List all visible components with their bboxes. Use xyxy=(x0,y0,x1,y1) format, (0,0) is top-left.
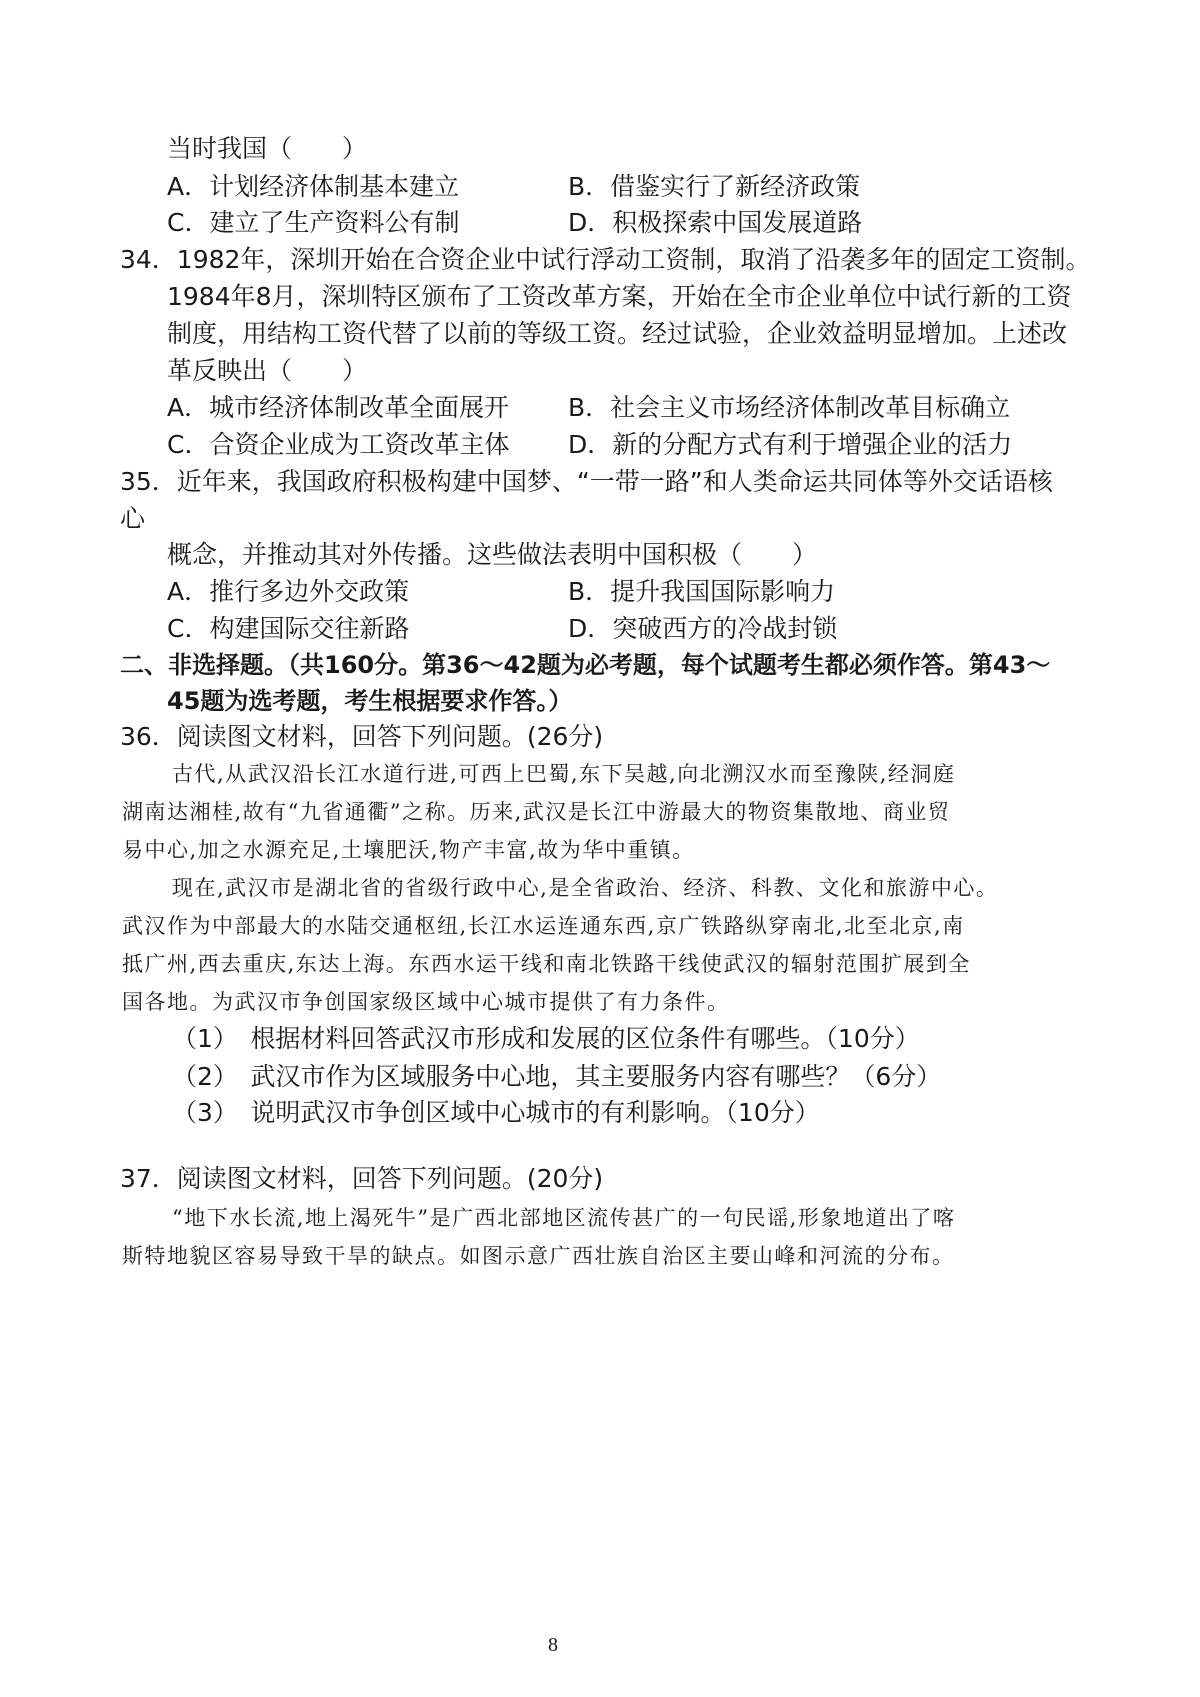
q35-line-2: 心 xyxy=(120,504,146,533)
q37-material-line-1: “地下水长流,地上渴死牛”是广西北部地区流传甚广的一句民谣,形象地道出了喀 xyxy=(172,1206,956,1230)
q33-option-c: C．建立了生产资料公有制 xyxy=(167,208,460,237)
q35-line-3: 概念，并推动其对外传播。这些做法表明中国积极（ ） xyxy=(167,540,818,569)
q37-material-line-2: 斯特地貌区容易导致干旱的缺点。如图示意广西壮族自治区主要山峰和河流的分布。 xyxy=(122,1244,955,1268)
q34-line-1: 34．1982年，深圳开始在合资企业中试行浮动工资制，取消了沿袭多年的固定工资制。 xyxy=(120,245,1091,274)
q33-stem: 当时我国（ ） xyxy=(167,134,368,163)
q36-material-line-1: 古代,从武汉沿长江水道行进,可西上巴蜀,东下吴越,向北溯汉水而至豫陕,经洞庭 xyxy=(172,762,956,786)
section-2-heading-cont: 45题为选考题，考生根据要求作答。） xyxy=(167,687,573,715)
q36-material-line-6: 抵广州,西去重庆,东达上海。东西水运干线和南北铁路干线使武汉的辐射范围扩展到全 xyxy=(122,952,971,976)
q34-option-b: B．社会主义市场经济体制改革目标确立 xyxy=(568,393,1011,422)
page-number: 8 xyxy=(548,1634,558,1656)
q37-title: 37．阅读图文材料，回答下列问题。(20分) xyxy=(120,1164,604,1193)
q34-line-3: 制度，用结构工资代替了以前的等级工资。经过试验，企业效益明显增加。上述改 xyxy=(167,319,1068,348)
q36-sub-3: （3） 说明武汉市争创区域中心城市的有利影响。（10分） xyxy=(172,1098,820,1127)
q35-option-a: A．推行多边外交政策 xyxy=(167,577,410,606)
q33-option-d: D．积极探索中国发展道路 xyxy=(568,208,863,237)
section-2-heading: 二、非选择题。（共160分。第36～42题为必考题，每个试题考生都必须作答。第43～ xyxy=(120,651,1051,679)
q36-title: 36．阅读图文材料，回答下列问题。(26分) xyxy=(120,722,604,751)
q36-material-line-4: 现在,武汉市是湖北省的省级行政中心,是全省政治、经济、科教、文化和旅游中心。 xyxy=(172,876,999,900)
q34-option-c: C．合资企业成为工资改革主体 xyxy=(167,430,510,459)
q34-option-d: D．新的分配方式有利于增强企业的活力 xyxy=(568,430,1013,459)
q35-option-c: C．构建国际交往新路 xyxy=(167,614,410,643)
q35-option-d: D．突破西方的冷战封锁 xyxy=(568,614,838,643)
q36-material-line-2: 湖南达湘桂,故有“九省通衢”之称。历来,武汉是长江中游最大的物资集散地、商业贸 xyxy=(122,800,951,824)
q36-sub-2: （2） 武汉市作为区域服务中心地，其主要服务内容有哪些？（6分） xyxy=(172,1062,942,1091)
q34-line-4: 革反映出（ ） xyxy=(167,356,368,385)
q36-sub-1: （1） 根据材料回答武汉市形成和发展的区位条件有哪些。（10分） xyxy=(172,1024,920,1053)
q33-option-b: B．借鉴实行了新经济政策 xyxy=(568,172,861,201)
q35-line-1: 35．近年来，我国政府积极构建中国梦、“一带一路”和人类命运共同体等外交话语核 xyxy=(120,467,1053,496)
q35-option-b: B．提升我国国际影响力 xyxy=(568,577,836,606)
q36-material-line-7: 国各地。为武汉市争创国家级区域中心城市提供了有力条件。 xyxy=(122,990,730,1014)
q33-option-a: A．计划经济体制基本建立 xyxy=(167,172,460,201)
q34-option-a: A．城市经济体制改革全面展开 xyxy=(167,393,510,422)
q36-material-line-5: 武汉作为中部最大的水陆交通枢纽,长江水运连通东西,京广铁路纵穿南北,北至北京,南 xyxy=(122,914,965,938)
q36-material-line-3: 易中心,加之水源充足,土壤肥沃,物产丰富,故为华中重镇。 xyxy=(122,838,695,862)
q34-line-2: 1984年8月，深圳特区颁布了工资改革方案，开始在全市企业单位中试行新的工资 xyxy=(167,282,1072,311)
